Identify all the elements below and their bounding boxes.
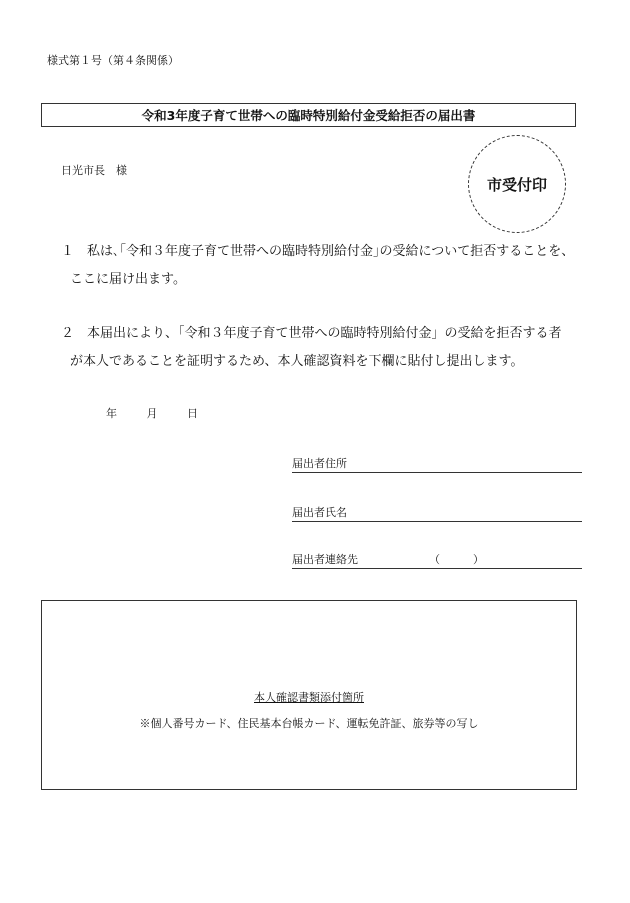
title-box	[41, 103, 576, 127]
paragraph-1-line-2: ここに届け出ます。	[70, 272, 186, 287]
addressee: 日光市長 様	[61, 164, 127, 177]
address-label: 届出者住所	[292, 457, 347, 470]
contact-parentheses: （ ）	[429, 553, 484, 566]
attachment-title: 本人確認書類添付箇所	[254, 691, 364, 704]
date-year: 年	[106, 407, 117, 420]
date-month: 月	[146, 407, 158, 420]
id-attachment-box	[41, 600, 577, 790]
reception-stamp-area	[468, 135, 566, 233]
address-field[interactable]	[292, 456, 582, 473]
stamp-label: 市受付印	[486, 175, 547, 194]
paragraph-2-line-1: ２ 本届出により、「令和３年度子育て世帯への臨時特別給付金」の受給を拒否する者	[61, 326, 562, 341]
date-day: 日	[187, 407, 198, 420]
contact-field[interactable]	[292, 552, 582, 569]
paragraph-2-line-2: が本人であることを証明するため、本人確認資料を下欄に貼付し提出します。	[70, 354, 524, 369]
name-field[interactable]	[292, 505, 582, 522]
document-title: 令和3年度子育て世帯への臨時特別給付金受給拒否の届出書	[141, 108, 476, 123]
paragraph-1-line-1: １ 私は､｢令和３年度子育て世帯への臨時特別給付金｣の受給について拒否することを、	[61, 244, 575, 259]
date-line	[106, 405, 224, 421]
form-number: 様式第１号（第４条関係）	[47, 54, 179, 67]
attachment-note: ※個人番号カード、住民基本台帳カード、運転免許証、旅券等の写し	[139, 717, 479, 730]
contact-label: 届出者連絡先	[292, 553, 358, 566]
name-label: 届出者氏名	[292, 506, 347, 519]
